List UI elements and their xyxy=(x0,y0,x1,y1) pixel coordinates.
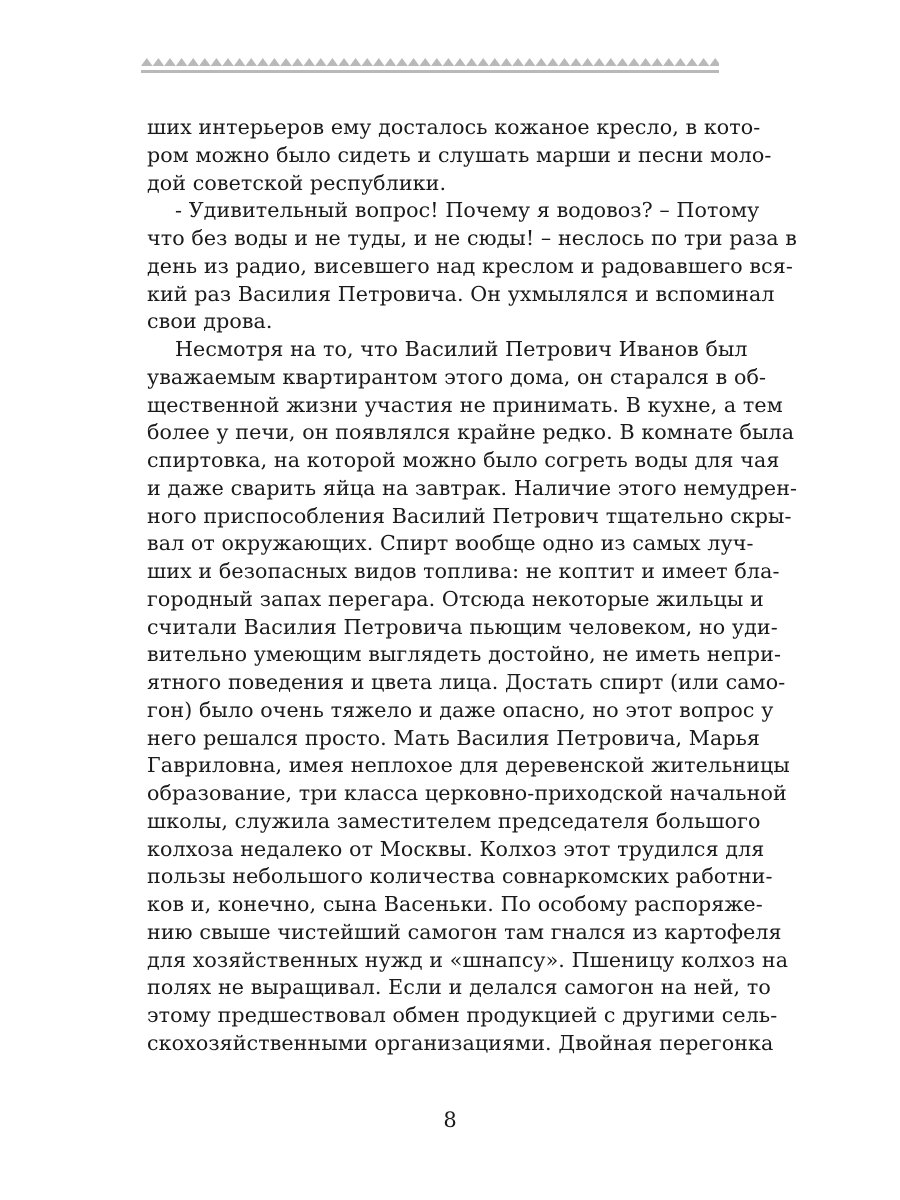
paragraph xyxy=(147,197,797,336)
ornament-triangle xyxy=(675,58,687,66)
text-line: образование, три класса церковно-приходской начальной xyxy=(147,781,787,805)
ornament-rule xyxy=(141,70,719,73)
ornament-triangle xyxy=(408,58,420,66)
text-line: что без воды и не туды, и не сюды! – неслось по три раза в xyxy=(147,226,797,250)
ornament-triangle xyxy=(350,58,362,66)
text-line: ших интерьеров ему досталось кожаное кресло, в кото- xyxy=(147,115,761,139)
ornament-triangle xyxy=(211,58,223,66)
ornament-triangle xyxy=(361,58,373,66)
ornament-triangle xyxy=(570,58,582,66)
ornament-triangle xyxy=(582,58,594,66)
text-line: вительно умеющим выглядеть достойно, не иметь непри- xyxy=(147,642,782,667)
text-line: спиртовка, на которой можно было согреть воды для чая xyxy=(147,448,780,472)
ornament-triangles xyxy=(141,58,719,66)
text-line: полях не выращивал. Если и делался самогон на ней, то xyxy=(147,975,771,1000)
ornament-triangle xyxy=(153,58,165,66)
ornament-triangle xyxy=(709,58,719,66)
text-line: нию свыше чистейший самогон там гнался из картофеля xyxy=(147,919,782,944)
decorative-header-ornament xyxy=(141,56,719,78)
ornament-triangle xyxy=(338,58,350,66)
ornament-triangle xyxy=(176,58,188,66)
text-line: скохозяйственными организациями. Двойная перегонка xyxy=(147,1030,774,1055)
ornament-triangle xyxy=(234,58,246,66)
text-line: этому предшествовал обмен продукцией с другими сель- xyxy=(147,1003,778,1027)
ornament-triangle xyxy=(686,58,698,66)
ornament-triangle xyxy=(501,58,513,66)
ornament-triangle xyxy=(245,58,257,66)
text-line: гон) было очень тяжело и даже опасно, но этот вопрос у xyxy=(147,697,774,722)
ornament-triangle xyxy=(257,58,269,66)
ornament-triangle xyxy=(512,58,524,66)
text-line: ром можно было сидеть и слушать марши и песни моло- xyxy=(147,142,772,167)
ornament-triangle xyxy=(640,58,652,66)
text-line: ших и безопасных видов топлива: не коптит и имеет бла- xyxy=(147,559,780,583)
ornament-triangle xyxy=(373,58,385,66)
ornament-triangle xyxy=(698,58,710,66)
ornament-triangle xyxy=(547,58,559,66)
ornament-triangle xyxy=(199,58,211,66)
ornament-triangle xyxy=(222,58,234,66)
text-line: дой советской республики. xyxy=(147,170,447,195)
ornament-triangle xyxy=(454,58,466,66)
ornament-triangle xyxy=(396,58,408,66)
text-line: пользы небольшого количества совнаркомских работни- xyxy=(147,864,773,889)
ornament-triangle xyxy=(303,58,315,66)
text-line: ного приспособления Василий Петрович тщательно скры- xyxy=(147,503,792,528)
text-line: него решался просто. Мать Василия Петровича, Марья xyxy=(147,725,761,750)
ornament-triangle xyxy=(651,58,663,66)
ornament-triangle xyxy=(466,58,478,66)
ornament-triangle xyxy=(385,58,397,66)
text-line: вал от окружающих. Спирт вообще одно из самых луч- xyxy=(147,531,754,556)
ornament-triangle xyxy=(477,58,489,66)
ornament-triangle xyxy=(489,58,501,66)
body-text xyxy=(147,114,798,1058)
text-line: колхоза недалеко от Москвы. Колхоз этот трудился для xyxy=(147,836,765,861)
text-line: Гавриловна, имея неплохое для деревенской жительницы xyxy=(147,753,790,778)
ornament-triangle xyxy=(535,58,547,66)
text-line: для хозяйственных нужд и «шнапсу». Пшеницу колхоз на xyxy=(147,947,789,972)
paragraph xyxy=(147,336,798,1058)
text-line: - Удивительный вопрос! Почему я водовоз? – Потому xyxy=(175,198,760,223)
ornament-triangle xyxy=(141,58,153,66)
text-line: считали Василия Петровича пьющим человеком, но уди- xyxy=(147,614,778,639)
ornament-triangle xyxy=(292,58,304,66)
text-line: школы, служила заместителем председателя большого xyxy=(147,808,761,833)
page-number: 8 xyxy=(443,1108,457,1132)
text-line: уважаемым квартирантом этого дома, он старался в об- xyxy=(147,364,767,389)
text-line: Несмотря на то, что Василий Петрович Иванов был xyxy=(175,337,748,361)
text-line: кий раз Василия Петровича. Он ухмылялся и вспоминал xyxy=(147,281,775,306)
ornament-triangle xyxy=(419,58,431,66)
ornament-triangle xyxy=(164,58,176,66)
ornament-triangle xyxy=(663,58,675,66)
ornament-triangle xyxy=(617,58,629,66)
ornament-triangle xyxy=(559,58,571,66)
ornament-triangle xyxy=(280,58,292,66)
ornament-triangle xyxy=(187,58,199,66)
text-line: более у печи, он появлялся крайне редко. В комнате была xyxy=(147,420,795,445)
text-line: свои дрова. xyxy=(147,309,273,334)
text-line: городный запах перегара. Отсюда некоторые жильцы и xyxy=(147,586,764,611)
ornament-triangle xyxy=(605,58,617,66)
ornament-triangle xyxy=(443,58,455,66)
ornament-triangle xyxy=(327,58,339,66)
ornament-triangle xyxy=(431,58,443,66)
ornament-triangle xyxy=(628,58,640,66)
text-line: и даже сварить яйца на завтрак. Наличие этого немудрен- xyxy=(147,475,798,500)
paragraph xyxy=(147,114,772,197)
text-line: день из радио, висевшего над креслом и радовавшего вся- xyxy=(147,253,793,278)
ornament-triangle xyxy=(593,58,605,66)
ornament-triangle xyxy=(315,58,327,66)
ornament-triangle xyxy=(524,58,536,66)
text-line: щественной жизни участия не принимать. В кухне, а тем xyxy=(147,392,783,417)
text-line: ятного поведения и цвета лица. Достать спирт (или само- xyxy=(147,670,786,694)
text-line: ков и, конечно, сына Васеньки. По особому распоряже- xyxy=(147,892,763,916)
ornament-triangle xyxy=(269,58,281,66)
